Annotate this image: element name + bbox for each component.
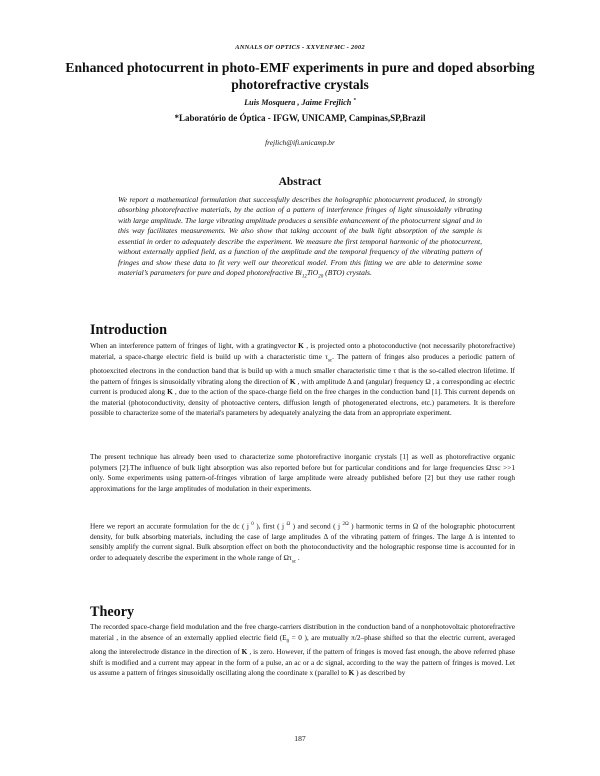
theory-heading: Theory xyxy=(90,604,135,620)
journal-header: ANNALS OF OPTICS - XXVENFMC - 2002 xyxy=(235,44,365,51)
theory-paragraph-1: The recorded space-charge field modulation and the free charge-carriers distribution in the conduction band of a nonphotovoltaic photorefractive material , in the absence of an externally applied electric field ($E_0 = 0$ ), are mutually π/2–phase shifted so that the electric current, averaged along the interelectrode distance in the direction of K , is zero. However, if the pattern of fringes is moved fast enough, the above referred phase shift is modified and a current may appear in the form of a pulse, an ac or a dc signal, according to the way the pattern of fringes is moved. Let us assume a pattern of fringes sinusoidally oscillating along the coordinate x (parallel to K ) as described by xyxy=(90,622,516,678)
abstract-text: We report a mathematical formulation that successfully describes the holographic photocurrent produced, in strongly absorbing photorefractive materials, by the action of a pattern of interference fringes of light sinusoidally vibrating with large amplitude. The large vibrating amplitude produces a sensible enhancement of the photocurrent signal and in this way facilitates measurements. We also show that taking account of the bulk light absorption of the sample is essential in order to adequately describe the experiment. We measure the first temporal harmonic of the photocurrent, without externally applied field, as a function of the amplitude and the temporal frequency of the vibrating pattern of fringes and show these data to fit very well our theoretical model. From this fitting we are able to determine some material’s parameters for pure and doped photorefractive $Bi_{12}TiO_{20}$ (BTO) crystals. xyxy=(118,195,482,280)
affiliation: *Laboratório de Óptica - IFGW, UNICAMP, Campinas,SP,Brazil xyxy=(174,113,426,123)
abstract-heading: Abstract xyxy=(278,176,322,188)
paper-title: Enhanced photocurrent in photo-EMF experiments in pure and doped absorbing photorefractive crystals xyxy=(65,60,535,92)
page-number: 187 xyxy=(294,734,306,743)
intro-paragraph-3: Here we report an accurate formulation for the dc ( j $^0$ ), first ( j $^\Omega$ ) and second ( j $^{2\Omega}$ ) harmonic terms in Ω of the holographic photocurrent density, for bulk absorbing materials, including the case of large amplitudes Δ of the vibrating pattern of fringes. The large Δ is intented to sensibly amplify the current signal. Bulk absorption effect on both the photoconductivity and the holographic response time is accounted for in order to adequately describe the experiment in the whole range of $\Omega\tau_{sc}$ . xyxy=(90,521,516,565)
author-mark: * xyxy=(353,98,356,104)
intro-paragraph-1: When an interference pattern of fringes of light, with a gratingvector K , is projected onto a photoconductive (not necessarily photorefractive) material, a space-charge electric field is build up with a characteristic time $\tau_{sc}$. The pattern of fringes also produces a periodic pattern of photoexcited electrons in the conduction band that is build up with a much smaller characteristic time τ that is the so-called electron lifetime. If the pattern of fringes is sinusoidally vibrating along the direction of K , with amplitude Δ and (angular) frequency Ω , a corresponding ac electric current is produced along K , due to the action of the space-charge field on the free charges in the conduction band [1]. This current depends on the material (photoconductivity, density of photoactive centers, diffusion length of photogenerated electrons, etc.) parameters. It is therefore possible to characterize some of the material's parameters by adequately analyzing the data from an appropriate experiment. xyxy=(90,341,515,418)
authors-names: Luis Mosquera , Jaime Frejlich xyxy=(244,98,352,107)
email-link[interactable]: frejlich@ifi.unicamp.br xyxy=(265,138,335,147)
introduction-heading: Introduction xyxy=(90,322,167,338)
intro-paragraph-2: The present technique has already been used to characterize some photorefractive inorganic crystals [1] as well as photorefractive organic polymers [2].The influence of bulk light absorption was also reported before but for particular conditions and for large frequencies Ωτsc >>1 only. Some experiments using pattern-of-fringes vibration of large amplitude were already published before [2] but they use rather rough approximations for the large amplitudes of modulation in their experiments. xyxy=(90,452,515,493)
authors-line xyxy=(0,98,600,107)
